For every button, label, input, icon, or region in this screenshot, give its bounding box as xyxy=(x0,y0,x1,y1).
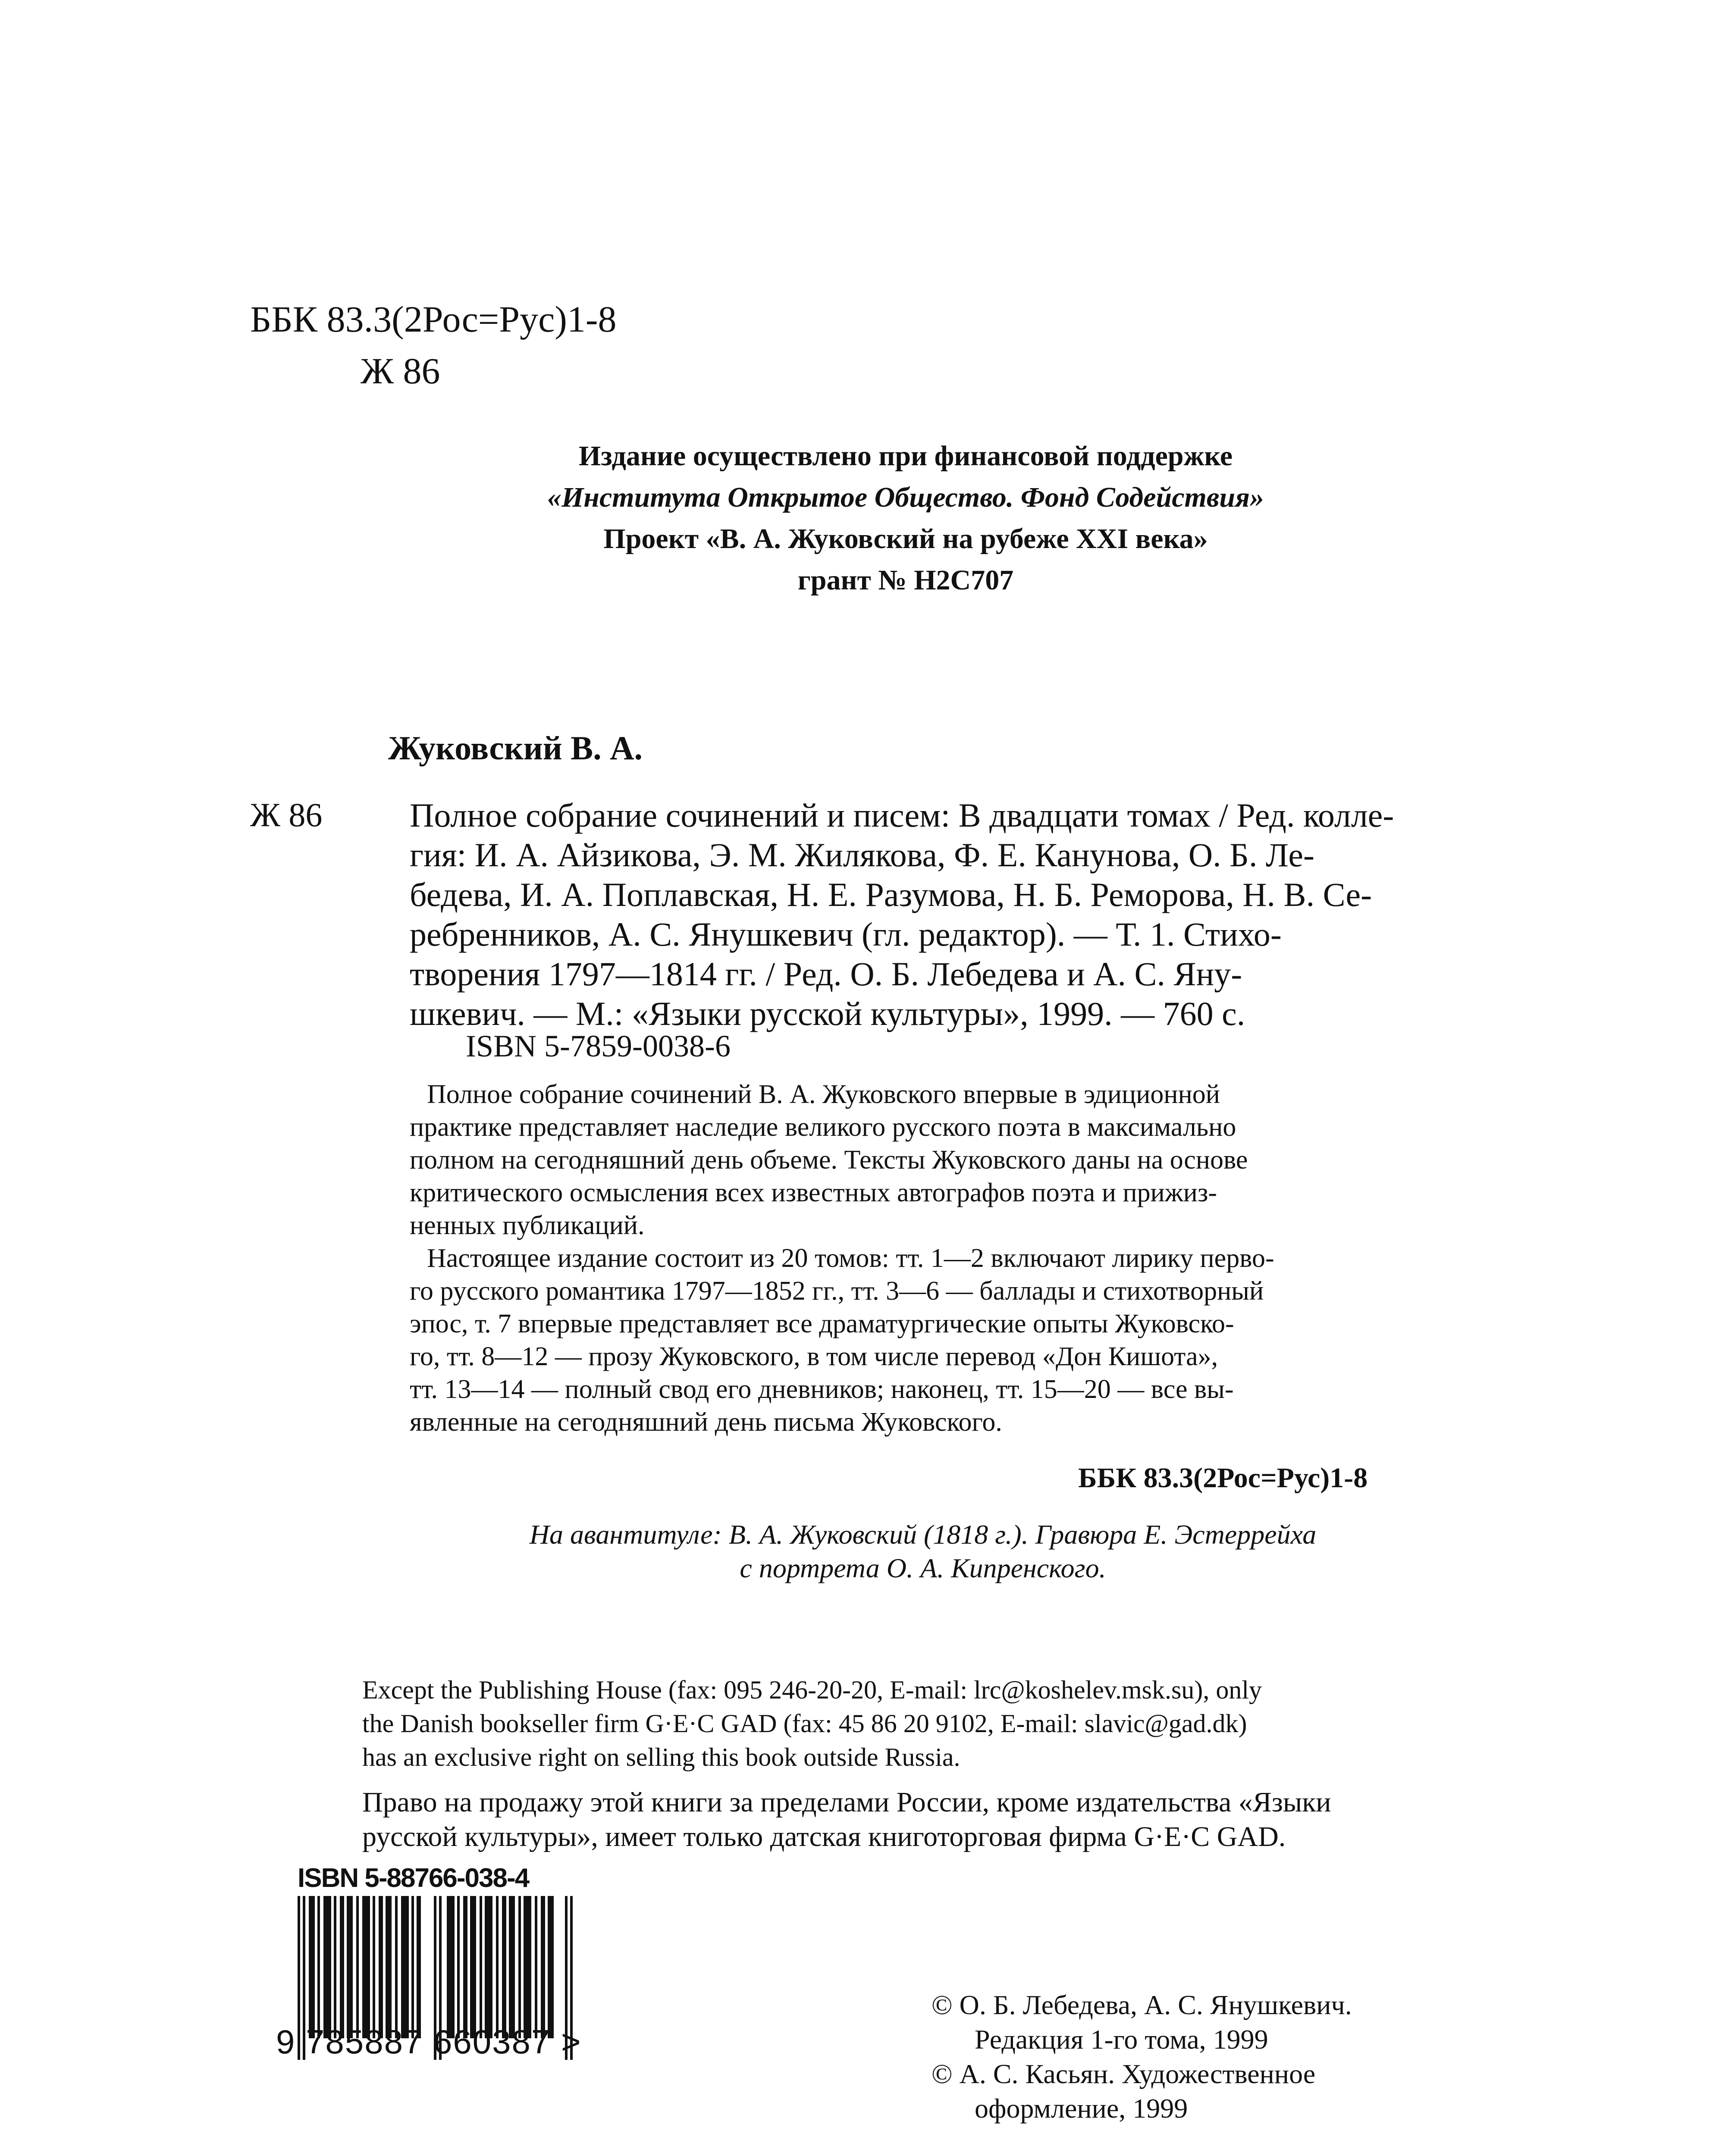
copyright-1: © О. Б. Лебедева, А. С. Янушкевич. xyxy=(932,1990,1352,2020)
rights-en-line: has an exclusive right on selling this book outside Russia. xyxy=(362,1743,960,1771)
rights-en-line: Except the Publishing House (fax: 095 246-20-20, E-mail: lrc@koshelev.msk.su), only xyxy=(362,1676,1262,1704)
barcode-digits: 9 785887 660387 > xyxy=(276,2023,582,2061)
funding-line-4: грант № Н2С707 xyxy=(797,564,1014,596)
rights-russian xyxy=(362,1785,1484,1854)
rights-ru-line: Право на продажу этой книги за пределами России, кроме издательства «Языки xyxy=(362,1786,1331,1818)
annotation-line: практике представляет наследие великого русского поэта в максимально xyxy=(410,1112,1236,1142)
copyright-2: © А. С. Касьян. Художественное xyxy=(932,2059,1316,2089)
description-line: творения 1797—1814 гг. / Ред. О. Б. Лебедева и А. С. Яну- xyxy=(410,955,1242,993)
annotation xyxy=(410,1078,1445,1438)
funding-line-3: Проект «В. А. Жуковский на рубеже XXI века» xyxy=(603,523,1208,555)
copyright-1-detail: Редакция 1-го тома, 1999 xyxy=(975,2024,1268,2055)
annotation-line: явленные на сегодняшний день письма Жуковского. xyxy=(410,1407,1002,1437)
description-line: шкевич. — М.: «Языки русской культуры», 1999. — 760 с. xyxy=(410,995,1245,1032)
copyright-block xyxy=(932,1988,1352,2126)
bbk-classification-top xyxy=(250,293,617,397)
annotation-line: Настоящее издание состоит из 20 томов: тт. 1—2 включают лирику перво- xyxy=(427,1244,1274,1273)
barcode-isbn-label: ISBN 5-88766-038-4 xyxy=(298,1863,529,1893)
frontispiece-note xyxy=(448,1518,1397,1585)
record-code: Ж 86 xyxy=(250,796,323,834)
annotation-line: Полное собрание сочинений В. А. Жуковского впервые в эдиционной xyxy=(427,1080,1220,1109)
rights-en-line: the Danish bookseller firm G·E·C GAD (fax: 45 86 20 9102, E-mail: slavic@gad.dk) xyxy=(362,1709,1247,1738)
funding-line-2: «Института Открытое Общество. Фонд Содействия» xyxy=(547,482,1264,513)
record-author: Жуковский В. А. xyxy=(388,729,643,767)
rights-english xyxy=(362,1673,1484,1774)
annotation-line: критического осмысления всех известных автографов поэта и прижиз- xyxy=(410,1178,1217,1207)
funding-note xyxy=(431,436,1380,601)
copyright-2-detail: оформление, 1999 xyxy=(975,2093,1188,2124)
description-line: гия: И. А. Айзикова, Э. М. Жилякова, Ф. Е. Канунова, О. Б. Ле- xyxy=(410,836,1314,874)
bbk-code: ББК 83.3(2Рос=Рус)1-8 xyxy=(250,298,617,340)
annotation-line: го, тт. 8—12 — прозу Жуковского, в том числе перевод «Дон Кишота», xyxy=(410,1342,1218,1371)
description-line: бедева, И. А. Поплавская, Н. Е. Разумова, Н. Б. Реморова, Н. В. Се- xyxy=(410,876,1372,913)
frontispiece-line-2: с портрета О. А. Кипренского. xyxy=(740,1553,1106,1583)
funding-line-1: Издание осуществлено при финансовой поддержке xyxy=(578,440,1233,472)
record-isbn: ISBN 5-7859-0038-6 xyxy=(466,1029,731,1063)
bbk-classification-bottom: ББК 83.3(2Рос=Рус)1-8 xyxy=(1078,1462,1368,1494)
frontispiece-line-1: На авантитуле: В. А. Жуковский (1818 г.). Гравюра Е. Эстеррейха xyxy=(529,1519,1317,1550)
author-mark: Ж 86 xyxy=(361,350,440,392)
rights-ru-line: русской культуры», имеет только датская книготорговая фирма G·E·C GAD. xyxy=(362,1821,1286,1852)
annotation-line: го русского романтика 1797—1852 гг., тт. 3—6 — баллады и стихотворный xyxy=(410,1276,1264,1306)
description-line: ребренников, А. С. Янушкевич (гл. редактор). — Т. 1. Стихо- xyxy=(410,915,1282,953)
annotation-line: ненных публикаций. xyxy=(410,1211,645,1240)
bibliographic-description xyxy=(410,796,1445,1034)
annotation-line: полном на сегодняшний день объеме. Тексты Жуковского даны на основе xyxy=(410,1145,1248,1175)
annotation-line: эпос, т. 7 впервые представляет все драматургические опыты Жуковско- xyxy=(410,1309,1234,1338)
description-line: Полное собрание сочинений и писем: В двадцати томах / Ред. колле- xyxy=(410,796,1394,834)
annotation-line: тт. 13—14 — полный свод его дневников; наконец, тт. 15—20 — все вы- xyxy=(410,1375,1234,1404)
